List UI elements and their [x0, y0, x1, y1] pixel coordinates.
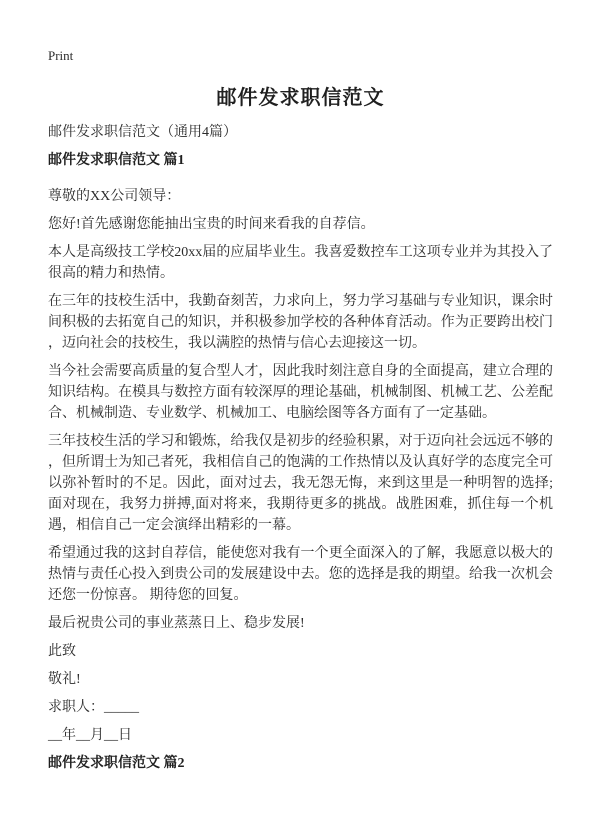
paragraph-intro: 本人是高级技工学校20xx届的应届毕业生。我喜爱数控车工这项专业并为其投入了很高的精力和热情。 — [48, 245, 553, 281]
print-button[interactable]: Print — [48, 48, 74, 63]
document-subtitle: 邮件发求职信范文（通用4篇） — [48, 125, 237, 140]
paragraph-wishes: 最后祝贵公司的事业蒸蒸日上、稳步发展! — [48, 616, 305, 631]
paragraph-salutation: 尊敬的XX公司领导： — [48, 189, 181, 204]
paragraph-date-line: __年__月__日 — [48, 728, 132, 743]
paragraph-jingli: 敬礼! — [48, 672, 81, 687]
paragraph-hope: 希望通过我的这封自荐信，能使您对我有一个更全面深入的了解，我愿意以极大的热情与责任心投入到贵公司的发展建设中去。您的选择是我的期望。给我一次机会还您一份惊喜。 期待您的回复。 — [48, 546, 553, 603]
paragraph-skills: 当今社会需要高质量的复合型人才，因此我时刻注意自身的全面提高，建立合理的知识结构。在模具与数控方面有较深厚的理论基础，机械制图、机械工艺、公差配合、机械制造、专业数学、机械加工、电脑绘图等各方面有了一定基础。 — [48, 364, 553, 421]
paragraph-greeting: 您好!首先感谢您能抽出宝贵的时间来看我的自荐信。 — [48, 217, 375, 232]
paragraph-school-life: 在三年的技校生活中，我勤奋刻苦，力求向上，努力学习基础与专业知识，课余时间积极的去拓宽自己的知识，并积极参加学校的各种体育活动。作为正要跨出校门，迈向社会的技校生，我以满腔的热情与信心去迎接这一切。 — [48, 294, 553, 351]
section-1-heading: 邮件发求职信范文 篇1 — [48, 153, 185, 168]
paragraph-experience: 三年技校生活的学习和锻炼，给我仅是初步的经验积累，对于迈向社会远远不够的，但所谓士为知己者死，我相信自己的饱满的工作热情以及认真好学的态度完全可以弥补暂时的不足。因此，面对过去，我无怨无悔，来到这里是一种明智的选择;面对现在，我努力拼搏,面对将来，我期待更多的挑战。战胜困难，抓住每一个机遇，相信自己一定会演绎出精彩的一幕。 — [48, 434, 553, 533]
section-2-heading: 邮件发求职信范文 篇2 — [48, 756, 185, 771]
paragraph-applicant-line: 求职人：_____ — [48, 700, 139, 715]
document-title: 邮件发求职信范文 — [216, 87, 385, 109]
paragraph-cizhi: 此致 — [48, 644, 76, 659]
